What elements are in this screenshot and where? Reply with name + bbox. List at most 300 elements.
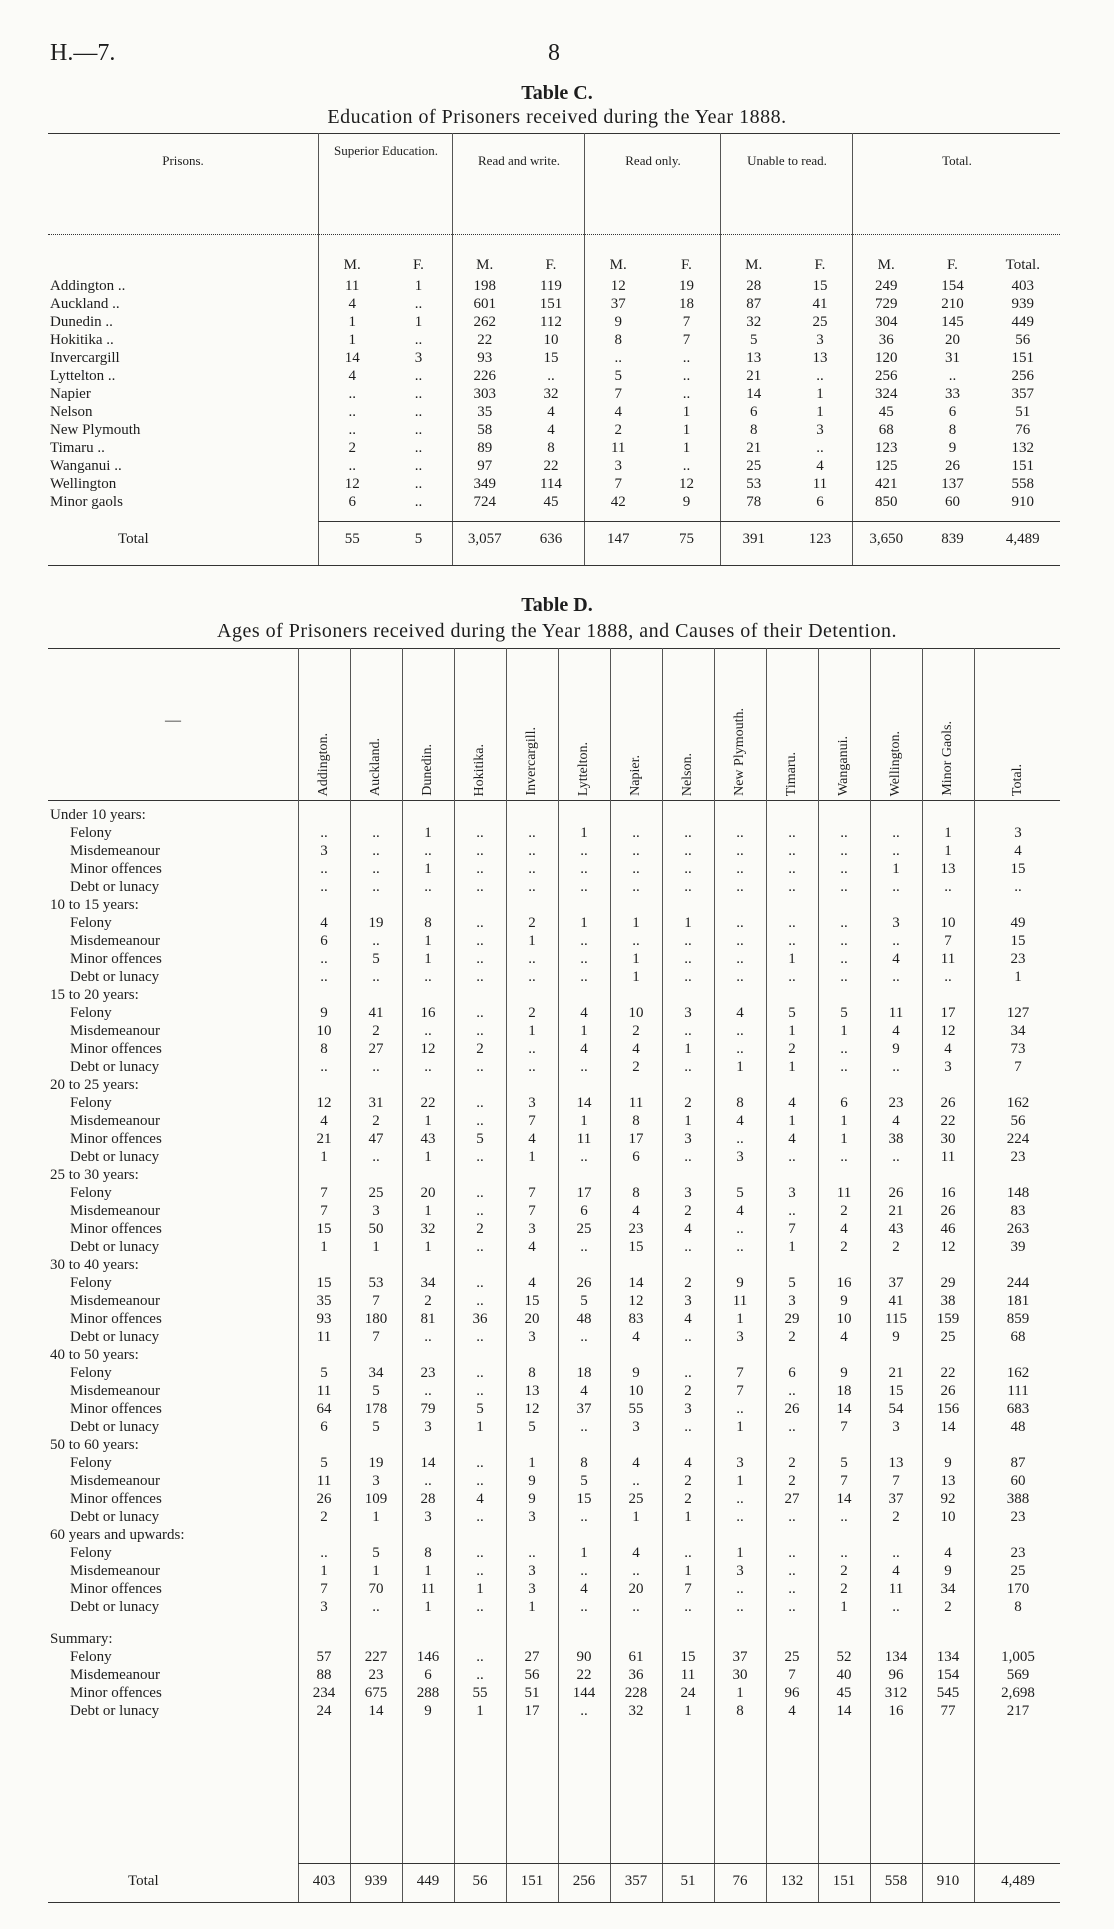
table-row — [48, 1648, 1062, 1666]
table-cell: 2 — [684, 1275, 692, 1291]
table-cell: 31 — [368, 1095, 384, 1111]
table-cell: 18 — [678, 296, 694, 312]
table-cell: 939 — [1011, 296, 1035, 312]
table-cell: .. — [892, 1059, 900, 1075]
table-cell: 12 — [610, 278, 626, 294]
table-cell: 112 — [539, 314, 562, 330]
table-cell: 24 — [680, 1685, 696, 1701]
table-cell: 14 — [628, 1275, 644, 1291]
table-cell: .. — [528, 861, 536, 877]
table-cell: .. — [632, 843, 640, 859]
table-cell: 4 — [944, 1041, 952, 1057]
table-cell: 17 — [628, 1131, 644, 1147]
table-cell: 4 — [528, 1239, 536, 1255]
total-cell: 56 — [472, 1873, 488, 1889]
offence-label: Felony — [70, 1365, 112, 1381]
table-cell: 7 — [320, 1581, 328, 1597]
table-cell: .. — [892, 969, 900, 985]
table-cell: 16 — [888, 1703, 904, 1719]
table-cell: 2 — [632, 1023, 640, 1039]
table-cell: .. — [632, 861, 640, 877]
table-cell: 3 — [528, 1221, 536, 1237]
table-cell: 17 — [524, 1703, 540, 1719]
table-row — [48, 1310, 1062, 1328]
table-cell: .. — [528, 1041, 536, 1057]
table-cell: .. — [476, 825, 484, 841]
table-row — [48, 950, 1062, 968]
table-cell: .. — [528, 879, 536, 895]
table-cell: 569 — [1006, 1667, 1030, 1683]
table-cell: .. — [632, 933, 640, 949]
table-cell: 14 — [836, 1401, 852, 1417]
table-cell: .. — [736, 1131, 744, 1147]
offence-label: Felony — [70, 1455, 112, 1471]
table-cell: .. — [580, 1419, 588, 1435]
table-cell: 56 — [1015, 332, 1031, 348]
table-cell: 226 — [473, 368, 496, 384]
table-cell: .. — [892, 843, 900, 859]
table-cell: 2 — [892, 1509, 900, 1525]
table-row — [48, 421, 1060, 439]
table-cell: .. — [372, 1599, 380, 1615]
table-row — [48, 457, 1060, 475]
column-header: Invercargill. — [524, 727, 539, 796]
prison-name: Dunedin .. — [50, 314, 113, 330]
table-c-header-rule — [48, 234, 1060, 235]
table-row — [48, 349, 1060, 367]
table-cell: 42 — [610, 494, 626, 510]
table-cell: 31 — [944, 350, 960, 366]
table-cell: 15 — [1010, 861, 1026, 877]
table-cell: 7 — [372, 1293, 380, 1309]
table-row — [48, 878, 1062, 896]
table-cell: 10 — [836, 1311, 852, 1327]
table-cell: 9 — [944, 1455, 952, 1471]
table-cell: 3 — [816, 332, 824, 348]
table-row — [48, 1220, 1062, 1238]
subheader-cell: F. — [681, 257, 692, 273]
subheader-cell: Total. — [1005, 257, 1040, 273]
offence-label: Misdemeanour — [70, 1203, 160, 1219]
age-group-label: 40 to 50 years: — [50, 1347, 139, 1363]
table-cell: 34 — [940, 1581, 956, 1597]
table-cell: 17 — [576, 1185, 592, 1201]
table-cell: 16 — [420, 1005, 436, 1021]
table-cell: .. — [414, 458, 423, 474]
table-row — [48, 1328, 1062, 1346]
table-cell: .. — [840, 825, 848, 841]
table-cell: .. — [614, 350, 622, 366]
table-cell: 262 — [473, 314, 496, 330]
column-header: Nelson. — [680, 752, 695, 796]
table-cell: 36 — [878, 332, 894, 348]
table-cell: 1 — [684, 1113, 692, 1129]
table-cell: .. — [372, 969, 380, 985]
group-header-row — [48, 806, 1062, 824]
table-cell: .. — [424, 843, 432, 859]
table-cell: 3 — [684, 1185, 692, 1201]
table-cell: 34 — [1010, 1023, 1026, 1039]
table-cell: 4 — [547, 404, 555, 420]
table-cell: 724 — [473, 494, 496, 510]
table-cell: 3 — [372, 1203, 380, 1219]
table-c-total-table — [48, 530, 1060, 548]
table-cell: .. — [788, 1581, 796, 1597]
table-cell: 22 — [477, 332, 493, 348]
table-cell: 1 — [414, 278, 423, 294]
table-cell: 54 — [888, 1401, 904, 1417]
table-cell: 8 — [1014, 1599, 1022, 1615]
table-cell: 1 — [424, 1563, 432, 1579]
table-row — [48, 1112, 1062, 1130]
offence-label: Misdemeanour — [70, 1293, 160, 1309]
table-cell: 1 — [736, 1311, 744, 1327]
table-cell: 87 — [746, 296, 762, 312]
table-cell: 4 — [788, 1703, 796, 1719]
table-cell: 5 — [580, 1473, 588, 1489]
table-cell: 2 — [840, 1563, 848, 1579]
table-cell: .. — [632, 1563, 640, 1579]
table-cell: 151 — [539, 296, 563, 312]
table-cell: .. — [684, 1149, 692, 1165]
table-cell: 5 — [476, 1401, 484, 1417]
table-cell: .. — [736, 879, 744, 895]
table-cell: 89 — [477, 440, 493, 456]
table-cell: 134 — [936, 1649, 960, 1665]
table-row — [48, 1562, 1062, 1580]
table-cell: 23 — [368, 1667, 384, 1683]
table-cell: 26 — [316, 1491, 332, 1507]
table-cell: .. — [684, 1239, 692, 1255]
table-cell: .. — [414, 368, 423, 384]
table-cell: .. — [476, 861, 484, 877]
table-cell: 38 — [940, 1293, 956, 1309]
table-cell: 1 — [424, 1599, 432, 1615]
table-cell: 7 — [788, 1221, 796, 1237]
table-cell: 33 — [944, 386, 960, 402]
offence-label: Felony — [70, 1095, 112, 1111]
table-cell: .. — [840, 1509, 848, 1525]
table-cell: 8 — [547, 440, 555, 456]
table-cell: .. — [736, 933, 744, 949]
table-cell: 1 — [320, 1563, 328, 1579]
table-cell: 51 — [524, 1685, 540, 1701]
offence-label: Felony — [70, 1185, 112, 1201]
table-cell: .. — [632, 879, 640, 895]
table-cell: 47 — [368, 1131, 384, 1147]
total-cell: 910 — [936, 1873, 960, 1889]
table-cell: 6 — [580, 1203, 588, 1219]
table-cell: .. — [892, 825, 900, 841]
table-cell: 3 — [424, 1509, 432, 1525]
table-row — [48, 493, 1060, 511]
table-cell: 4 — [788, 1095, 796, 1111]
table-cell: 3 — [1014, 825, 1022, 841]
table-cell: 119 — [539, 278, 562, 294]
column-header: Wellington. — [888, 730, 903, 796]
table-cell: 35 — [477, 404, 493, 420]
table-cell: 4 — [632, 1329, 640, 1345]
table-cell: 12 — [628, 1293, 644, 1309]
table-row — [48, 1544, 1062, 1562]
table-cell: 28 — [420, 1491, 436, 1507]
table-cell: 7 — [528, 1185, 536, 1201]
table-cell: 12 — [940, 1239, 956, 1255]
table-cell: .. — [840, 879, 848, 895]
subheader-cell: F. — [814, 257, 826, 273]
table-cell: 4 — [528, 1275, 536, 1291]
offence-label: Felony — [70, 1275, 112, 1291]
offence-label: Felony — [70, 825, 112, 841]
table-cell: 17 — [940, 1005, 956, 1021]
offence-label: Debt or lunacy — [70, 879, 160, 895]
table-cell: 8 — [320, 1041, 328, 1057]
table-row — [48, 1238, 1062, 1256]
table-cell: .. — [476, 1545, 484, 1561]
table-row — [48, 475, 1060, 493]
table-cell: 4 — [348, 296, 356, 312]
table-cell: .. — [424, 1473, 432, 1489]
table-cell: 88 — [316, 1667, 332, 1683]
table-cell: 1 — [788, 1113, 796, 1129]
table-cell: 60 — [1010, 1473, 1026, 1489]
table-cell: 15 — [316, 1275, 332, 1291]
table-cell: .. — [892, 1599, 900, 1615]
table-cell: .. — [476, 1005, 484, 1021]
table-cell: .. — [788, 1563, 796, 1579]
table-cell: 4 — [632, 1455, 640, 1471]
table-cell: .. — [736, 825, 744, 841]
table-cell: 1 — [580, 915, 588, 931]
table-cell: 1 — [528, 933, 536, 949]
table-cell: 1 — [414, 314, 423, 330]
table-cell: .. — [424, 969, 432, 985]
table-cell: .. — [684, 951, 692, 967]
table-cell: 123 — [874, 440, 898, 456]
table-cell: 4 — [580, 1383, 588, 1399]
prison-name: Auckland .. — [50, 296, 120, 312]
table-row — [48, 932, 1062, 950]
table-cell: 8 — [948, 422, 957, 438]
table-cell: 6 — [840, 1095, 848, 1111]
table-cell: 26 — [940, 1095, 956, 1111]
column-header: Napier. — [628, 755, 643, 796]
table-cell: .. — [892, 933, 900, 949]
table-cell: 55 — [628, 1401, 644, 1417]
table-cell: 1 — [944, 843, 952, 859]
table-cell: .. — [476, 1599, 484, 1615]
table-cell: 4 — [816, 458, 824, 474]
table-cell: .. — [372, 843, 380, 859]
table-cell: 97 — [477, 458, 493, 474]
table-cell: 11 — [628, 1095, 644, 1111]
table-d-header-rule — [48, 800, 1060, 801]
table-cell: 19 — [368, 915, 384, 931]
table-cell: 1 — [476, 1419, 484, 1435]
column-header: Addington. — [316, 732, 331, 796]
table-cell: .. — [684, 1419, 692, 1435]
table-c-subtitle: Education of Prisoners received during the Year 1888. — [327, 106, 787, 128]
table-cell: 12 — [344, 476, 360, 492]
table-cell: 53 — [746, 476, 762, 492]
table-cell: .. — [476, 1293, 484, 1309]
table-cell: 11 — [344, 278, 360, 294]
table-d-top-rule — [48, 648, 1060, 649]
table-cell: 4 — [614, 404, 622, 420]
table-cell: 1 — [840, 1023, 848, 1039]
table-cell: .. — [414, 296, 423, 312]
table-cell: .. — [684, 825, 692, 841]
offence-label: Felony — [70, 915, 112, 931]
table-cell: 1 — [476, 1581, 484, 1597]
table-cell: 11 — [576, 1131, 592, 1147]
table-cell: 1 — [580, 1023, 588, 1039]
table-cell: 19 — [678, 278, 694, 294]
table-cell: 683 — [1006, 1401, 1030, 1417]
table-cell: 58 — [477, 422, 493, 438]
table-cell: .. — [528, 825, 536, 841]
table-cell: .. — [348, 404, 356, 420]
table-cell: 11 — [940, 1149, 956, 1165]
table-cell: 21 — [888, 1365, 904, 1381]
table-cell: 16 — [940, 1185, 956, 1201]
table-cell: 25 — [784, 1649, 800, 1665]
table-cell: 70 — [368, 1581, 384, 1597]
table-cell: .. — [736, 1023, 744, 1039]
table-cell: 37 — [888, 1275, 904, 1291]
table-cell: 9 — [736, 1275, 744, 1291]
table-row — [48, 1184, 1062, 1202]
table-cell: 68 — [1010, 1329, 1026, 1345]
table-cell: 2 — [632, 1059, 640, 1075]
table-cell: .. — [476, 1113, 484, 1129]
table-cell: .. — [424, 879, 432, 895]
table-cell: 2 — [892, 1239, 900, 1255]
subheader-cell: M. — [745, 257, 763, 273]
table-d-total-rule — [298, 1863, 1060, 1864]
table-cell: .. — [476, 951, 484, 967]
table-cell: 1 — [840, 1113, 848, 1129]
group-header-row — [48, 986, 1062, 1004]
table-cell: 4 — [1014, 843, 1022, 859]
column-header: Dunedin. — [420, 744, 435, 796]
table-cell: 15 — [1010, 933, 1026, 949]
table-cell: .. — [348, 422, 356, 438]
table-cell: 5 — [372, 951, 380, 967]
table-cell: 5 — [528, 1419, 536, 1435]
table-cell: 52 — [836, 1649, 852, 1665]
table-cell: 64 — [316, 1401, 332, 1417]
table-cell: .. — [476, 1095, 484, 1111]
table-row — [48, 1022, 1062, 1040]
table-cell: 3 — [788, 1293, 796, 1309]
table-cell: 134 — [884, 1649, 908, 1665]
table-cell: 1 — [736, 1545, 744, 1561]
total-cell: 4,489 — [1001, 1873, 1035, 1889]
table-cell: 162 — [1006, 1365, 1030, 1381]
table-cell: .. — [476, 879, 484, 895]
table-cell: 2 — [788, 1329, 796, 1345]
table-cell: 6 — [788, 1365, 796, 1381]
age-group-label: Under 10 years: — [50, 807, 146, 823]
table-cell: 7 — [614, 476, 622, 492]
table-cell: 7 — [682, 314, 691, 330]
table-cell: .. — [788, 933, 796, 949]
table-cell: 1 — [788, 1059, 796, 1075]
table-cell: 4 — [684, 1311, 692, 1327]
table-cell: 3 — [528, 1095, 536, 1111]
table-cell: 151 — [1011, 350, 1035, 366]
table-cell: 449 — [1011, 314, 1035, 330]
table-cell: 859 — [1006, 1311, 1030, 1327]
table-cell: 1 — [424, 825, 432, 841]
table-cell: 26 — [940, 1203, 956, 1219]
table-cell: 1 — [580, 825, 588, 841]
table-cell: 7 — [528, 1113, 536, 1129]
prison-name: Nelson — [50, 404, 93, 420]
table-cell: 20 — [524, 1311, 540, 1327]
table-cell: 4 — [736, 1203, 744, 1219]
table-row — [48, 1094, 1062, 1112]
table-cell: .. — [414, 404, 423, 420]
table-cell: .. — [788, 1509, 796, 1525]
table-cell: 5 — [372, 1419, 380, 1435]
table-cell: 48 — [1010, 1419, 1026, 1435]
table-cell: 7 — [788, 1667, 796, 1683]
table-cell: 51 — [1015, 404, 1031, 420]
table-cell: 38 — [888, 1131, 904, 1147]
table-cell: .. — [684, 879, 692, 895]
offence-label: Debt or lunacy — [70, 1329, 160, 1345]
table-cell: .. — [788, 969, 796, 985]
table-cell: 92 — [940, 1491, 956, 1507]
table-cell: .. — [580, 861, 588, 877]
table-cell: 20 — [628, 1581, 644, 1597]
table-cell: 1 — [816, 386, 824, 402]
table-cell: 3 — [736, 1329, 744, 1345]
table-cell: .. — [944, 969, 952, 985]
table-cell: 5 — [372, 1545, 380, 1561]
offence-label: Minor offences — [70, 1401, 162, 1417]
offence-label: Minor offences — [70, 1311, 162, 1327]
table-cell: 6 — [320, 1419, 328, 1435]
age-group-label: 30 to 40 years: — [50, 1257, 139, 1273]
table-cell: .. — [816, 368, 824, 384]
header-read-only: Read only. — [625, 153, 681, 168]
total-cell: 123 — [808, 531, 832, 547]
table-cell: 180 — [364, 1311, 388, 1327]
table-cell: 25 — [940, 1329, 956, 1345]
table-cell: 23 — [1010, 1149, 1026, 1165]
prison-name: Minor gaols — [50, 494, 123, 510]
table-row — [48, 1702, 1062, 1720]
column-header: Auckland. — [368, 738, 383, 796]
table-cell: .. — [840, 915, 848, 931]
table-cell: 3 — [528, 1563, 536, 1579]
table-cell: 3 — [372, 1473, 380, 1489]
table-cell: 83 — [1010, 1203, 1026, 1219]
table-cell: 13 — [746, 350, 762, 366]
table-cell: 29 — [784, 1311, 800, 1327]
table-cell: 146 — [416, 1649, 440, 1665]
table-c-body — [48, 277, 1060, 511]
table-cell: .. — [816, 440, 824, 456]
offence-label: Debt or lunacy — [70, 969, 160, 985]
group-header-row — [48, 1076, 1062, 1094]
table-cell: 22 — [940, 1113, 956, 1129]
table-cell: 20 — [944, 332, 960, 348]
table-cell: 421 — [874, 476, 898, 492]
